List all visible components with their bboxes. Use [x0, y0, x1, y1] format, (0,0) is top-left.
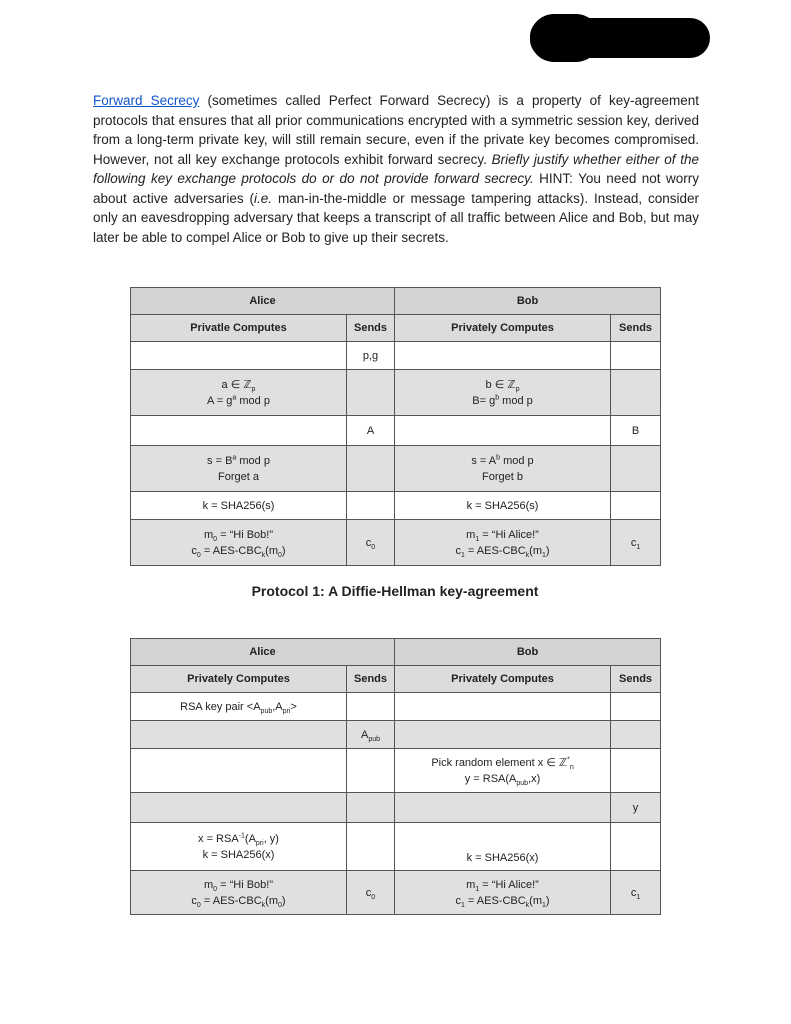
- protocol-2-table: [130, 638, 661, 915]
- cell: [395, 342, 611, 370]
- bob-header: Bob: [395, 639, 661, 666]
- bob-pick-b: b ∈ ℤ$_p$ $B= g^b$ mod p: [395, 370, 611, 416]
- para-italic-2: i.e.: [254, 190, 273, 206]
- cell: [611, 342, 661, 370]
- bob-sends-y: y: [611, 793, 661, 823]
- cell: [611, 492, 661, 520]
- bob-key-derive: k = SHA256(x): [395, 823, 611, 871]
- forward-secrecy-link[interactable]: Forward Secrecy: [93, 93, 200, 108]
- cell: [131, 416, 347, 446]
- cell: [395, 721, 611, 749]
- cell: [611, 446, 661, 492]
- bob-shared-secret: $s = A^b$ mod p Forget b: [395, 446, 611, 492]
- cell: [395, 693, 611, 721]
- alice-sends-header: Sends: [347, 666, 395, 693]
- bob-header: Bob: [395, 288, 661, 315]
- alice-header: Alice: [131, 639, 395, 666]
- bob-key-derive: k = SHA256(s): [395, 492, 611, 520]
- bob-encrypt: $m_1$ = “Hi Alice!” $c_1 = AES-CBC_k(m_1)$: [395, 520, 611, 566]
- cell: [611, 721, 661, 749]
- cell: [611, 693, 661, 721]
- alice-decrypt-x: $x = RSA^{-1}(A_{pri}$, y) k = SHA256(x): [131, 823, 347, 871]
- intro-paragraph: [93, 91, 699, 247]
- bob-sends-B: B: [611, 416, 661, 446]
- cell: [611, 823, 661, 871]
- alice-sends-c0: $c_0$: [347, 871, 395, 915]
- alice-sends-header: Sends: [347, 315, 395, 342]
- bob-computes-header: Privately Computes: [395, 666, 611, 693]
- alice-encrypt: $m_0$ = “Hi Bob!” $c_0 = AES-CBC_k(m_0)$: [131, 871, 347, 915]
- alice-computes-header: Privatle Computes: [131, 315, 347, 342]
- alice-shared-secret: $s = B^a$ mod p Forget a: [131, 446, 347, 492]
- bob-sends-header: Sends: [611, 666, 661, 693]
- alice-sends-pg: p,g: [347, 342, 395, 370]
- cell: [347, 823, 395, 871]
- protocol-1-table: [130, 287, 661, 566]
- bob-sends-c1: $c_1$: [611, 871, 661, 915]
- alice-header: Alice: [131, 288, 395, 315]
- cell: [395, 793, 611, 823]
- para-italic-1: Briefly justify whether either of the following key exchange protocols do or do not provide forward secrecy.: [93, 151, 699, 186]
- cell: [347, 793, 395, 823]
- cell: [347, 749, 395, 793]
- cell: [131, 793, 347, 823]
- cell: [347, 446, 395, 492]
- cell: [347, 492, 395, 520]
- para-text-2: HINT: You need not worry about active adversaries (: [93, 171, 700, 206]
- alice-key-derive: k = SHA256(s): [131, 492, 347, 520]
- cell: [131, 749, 347, 793]
- alice-encrypt: $m_0$ = “Hi Bob!” $c_0 = AES-CBC_k(m_0)$: [131, 520, 347, 566]
- alice-sends-apub: $A_{pub}$: [347, 721, 395, 749]
- cell: [347, 370, 395, 416]
- bob-encrypt: $m_1$ = “Hi Alice!” $c_1 = AES-CBC_k(m_1)$: [395, 871, 611, 915]
- para-text-3: man-in-the-middle or message tampering attacks). Instead, consider only an eavesdropping adversary that keeps a transcript of all traffic between Alice and Bob, but may later be able to compel Alice or Bob to give up their secrets.: [93, 190, 700, 245]
- alice-computes-header: Privately Computes: [131, 666, 347, 693]
- alice-rsa-keypair: RSA key pair $<A_{pub},A_{pri}>$: [131, 693, 347, 721]
- protocol-1-caption: Protocol 1: A Diffie-Hellman key-agreement: [251, 583, 539, 599]
- alice-sends-A: A: [347, 416, 395, 446]
- bob-computes-header: Privately Computes: [395, 315, 611, 342]
- cell: [611, 370, 661, 416]
- bob-sends-c1: $c_1$: [611, 520, 661, 566]
- redaction-mark: [530, 18, 710, 58]
- cell: [395, 416, 611, 446]
- alice-pick-a: a ∈ ℤ$_p$ $A = g^a$ mod p: [131, 370, 347, 416]
- bob-sends-header: Sends: [611, 315, 661, 342]
- cell: [347, 693, 395, 721]
- para-text-1: (sometimes called Perfect Forward Secrecy) is a property of key-agreement protocols that ensures that all prior communications encrypted with a symmetric session key, derived from a long-term private key, will still remain secure, even if the private key becomes compromised. However, not all key exchange protocols exhibit forward secrecy.: [93, 93, 699, 167]
- cell: [131, 721, 347, 749]
- bob-pick-x: Pick random element x ∈ ℤ*$_n$ $y = RSA(A_{pub},x)$: [395, 749, 611, 793]
- cell: [611, 749, 661, 793]
- alice-sends-c0: $c_0$: [347, 520, 395, 566]
- cell: [131, 342, 347, 370]
